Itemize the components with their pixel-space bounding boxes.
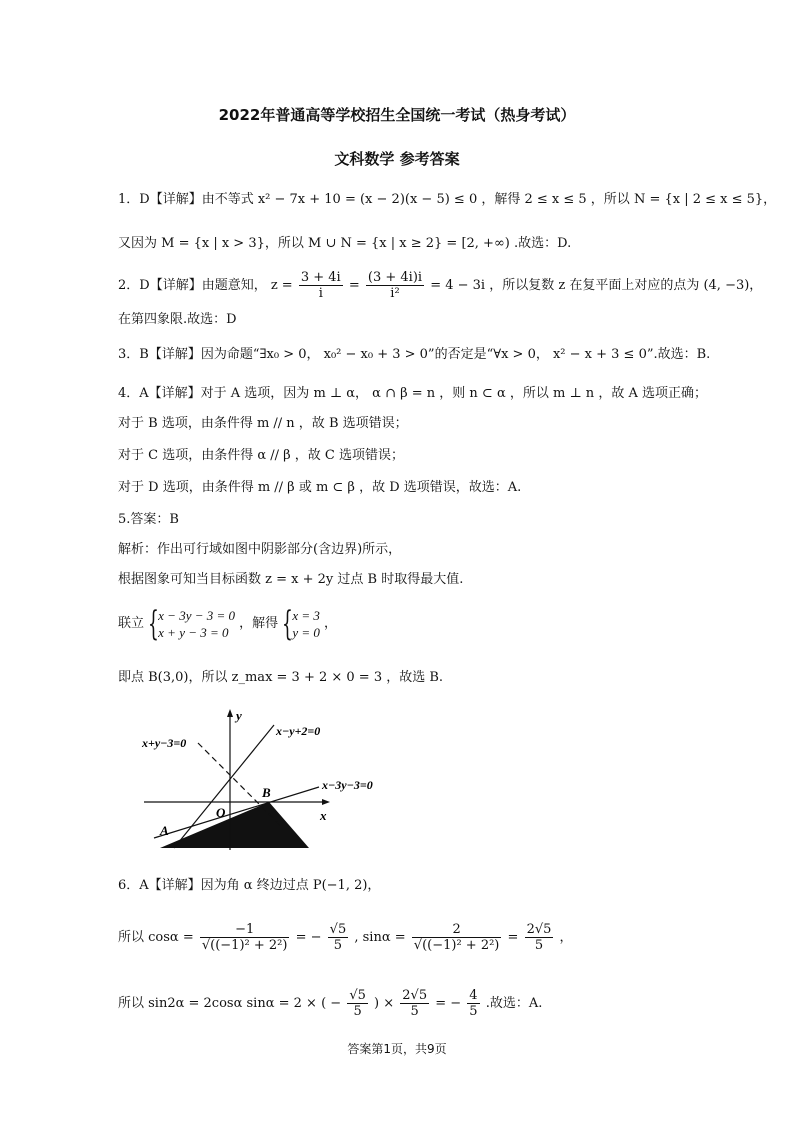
fraction-numerator: (3 + 4i)i xyxy=(367,270,423,285)
answer-5-system-line xyxy=(118,603,338,644)
answer-5-line-2: 根据图象可知当目标函数 z = x + 2y 过点 B 时取得最大值. xyxy=(118,572,464,587)
answer-1-line-1: 1．D【详解】由不等式 x² − 7x + 10 = (x − 2)(x − 5) ≤ 0 ，解得 2 ≤ x ≤ 5 ，所以 N = {x | 2 ≤ x ≤ 5}， xyxy=(118,192,777,207)
fraction xyxy=(467,988,479,1019)
x-axis-arrow-icon xyxy=(322,799,330,805)
answer-5-line-1: 解析：作出可行域如图中阴影部分(含边界)所示， xyxy=(118,542,402,557)
fraction-denominator: 5 xyxy=(333,938,343,953)
fraction xyxy=(525,922,554,953)
point-b-label: B xyxy=(262,785,271,800)
answer-2-text-b: = 4 − 3i ，所以复数 z 在复平面上对应的点为 (4, −3)， xyxy=(430,278,763,293)
answer-4-line-2: 对于 B 选项，由条件得 m // n ，故 B 选项错误； xyxy=(118,416,408,431)
origin-label: O xyxy=(216,805,226,820)
fraction-denominator: √((−1)² + 2²) xyxy=(413,938,500,953)
fraction-denominator: i² xyxy=(390,286,400,301)
x-axis-label: x xyxy=(320,808,327,823)
fraction-denominator: 5 xyxy=(353,1004,362,1019)
answer-6-text-a: 所以 cosα = xyxy=(118,930,194,945)
fraction xyxy=(200,922,290,953)
answer-6-text-f: 所以 sin2α = 2cosα sinα = 2 × ( − xyxy=(118,996,342,1011)
answer-6-text-d: = xyxy=(507,930,519,945)
fraction-numerator: √5 xyxy=(349,988,366,1003)
answer-6-line-3 xyxy=(118,984,542,1024)
fraction xyxy=(347,988,368,1019)
fraction xyxy=(400,988,429,1019)
fraction-denominator: 5 xyxy=(469,1004,478,1019)
system-text-c: ， xyxy=(324,616,338,631)
fraction xyxy=(412,922,502,953)
label-line-3: x−3y−3=0 xyxy=(322,778,373,792)
fraction-numerator: 2√5 xyxy=(526,922,552,937)
answer-6-text-h: = − xyxy=(435,996,462,1011)
fraction-denominator: √((−1)² + 2²) xyxy=(201,938,288,953)
fraction-numerator: 2√5 xyxy=(402,988,428,1003)
page-footer: 答案第1页，共9页 xyxy=(347,1042,447,1056)
answer-4-line-3: 对于 C 选项，由条件得 α // β ，故 C 选项错误； xyxy=(118,448,405,463)
answer-1-line-2: 又因为 M = {x | x > 3}，所以 M ∪ N = {x | x ≥ 2} = [2, +∞) .故选：D. xyxy=(118,236,572,251)
answer-6-text-i: .故选：A. xyxy=(485,996,543,1011)
answer-6-line-2 xyxy=(118,918,573,958)
system-text-b: ，解得 xyxy=(239,616,279,631)
equation-system-1 xyxy=(148,603,236,644)
page-subtitle: 文科数学 参考答案 xyxy=(334,150,460,168)
answer-4-line-1: 4．A【详解】对于 A 选项，因为 m ⊥ α， α ∩ β = n ，则 n ⊂ α ，所以 m ⊥ n ，故 A 选项正确； xyxy=(118,386,707,401)
answer-4-line-4: 对于 D 选项，由条件得 m // β 或 m ⊂ β ，故 D 选项错误，故选：A. xyxy=(118,480,522,495)
answer-6-line-1: 6．A【详解】因为角 α 终边过点 P(−1, 2)， xyxy=(118,878,381,893)
label-line-1: x+y−3=0 xyxy=(142,736,187,750)
fraction xyxy=(328,922,349,953)
answer-6-text-g: ) × xyxy=(374,996,395,1011)
fraction-numerator: 2 xyxy=(412,922,502,938)
shaded-region xyxy=(160,802,309,848)
fraction-denominator: 5 xyxy=(534,938,544,953)
answer-2-line-2: 在第四象限.故选：D xyxy=(118,312,237,327)
system-row: x = 3 xyxy=(292,607,320,623)
y-axis-label: y xyxy=(236,708,242,723)
page-title: 2022年普通高等学校招生全国统一考试（热身考试） xyxy=(218,106,576,124)
system-row: y = 0 xyxy=(292,624,320,640)
equation-system-2 xyxy=(282,603,320,644)
fraction-numerator: −1 xyxy=(200,922,290,938)
fraction-numerator: √5 xyxy=(329,922,347,937)
answer-2-text-a: 2．D【详解】由题意知， z = xyxy=(118,278,293,293)
brace-icon: { xyxy=(282,603,294,644)
label-line-2: x−y+2=0 xyxy=(276,724,321,738)
fraction xyxy=(366,270,424,301)
answer-5-line-3: 即点 B(3,0)，所以 z_max = 3 + 2 × 0 = 3 ，故选 B. xyxy=(118,670,444,685)
fraction-numerator: 3 + 4i xyxy=(300,270,341,285)
brace-icon: { xyxy=(148,603,159,644)
system-text-a: 联立 xyxy=(118,616,145,631)
answer-3-line: 3．B【详解】因为命题“∃x₀ > 0， x₀² − x₀ + 3 > 0”的否定是“∀x > 0， x² − x + 3 ≤ 0”.故选：B. xyxy=(118,347,711,362)
answer-5-heading: 5.答案：B xyxy=(118,512,179,527)
answer-2-line-1 xyxy=(118,270,762,301)
fraction xyxy=(299,270,343,301)
fraction-numerator: 4 xyxy=(469,988,478,1003)
y-axis-arrow-icon xyxy=(227,709,233,717)
feasible-region-figure xyxy=(134,705,394,855)
system-row: x + y − 3 = 0 xyxy=(158,624,229,640)
answer-6-text-c: , sinα = xyxy=(354,930,406,945)
answer-6-text-b: = − xyxy=(295,930,322,945)
system-row: x − 3y − 3 = 0 xyxy=(158,607,236,623)
equals-sign: = xyxy=(348,278,360,293)
fraction-denominator: 5 xyxy=(410,1004,419,1019)
fraction-denominator: i xyxy=(318,286,323,301)
point-a-label: A xyxy=(160,823,169,838)
answer-6-text-e: ， xyxy=(559,930,573,945)
